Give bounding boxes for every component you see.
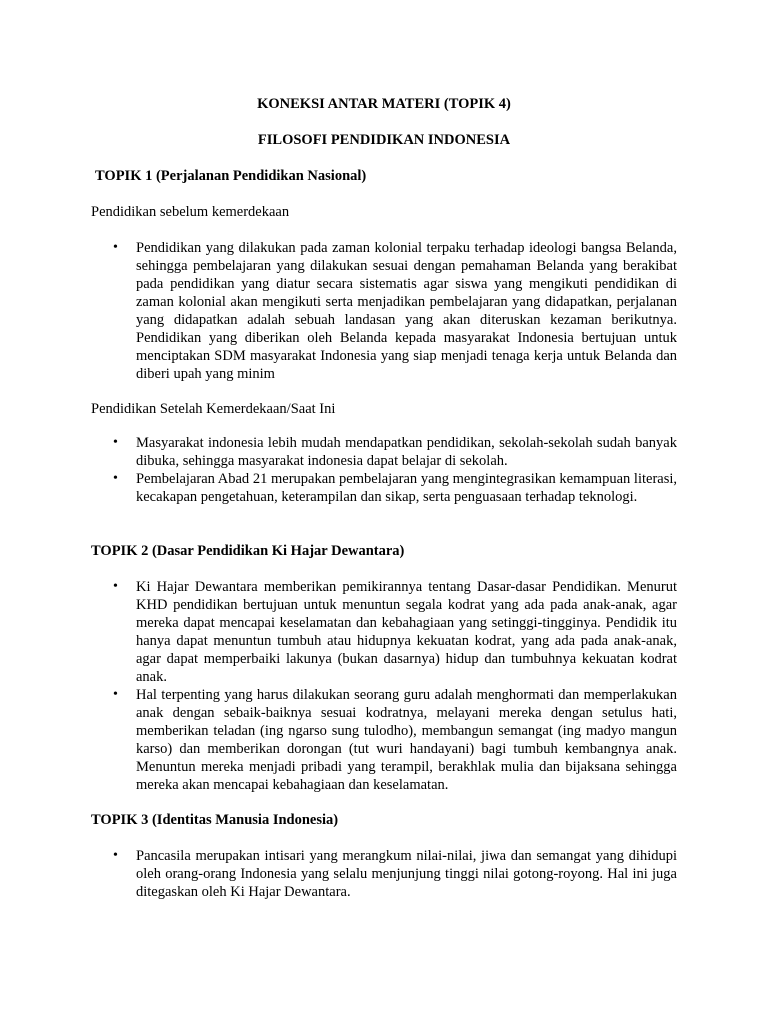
topik-3-heading: TOPIK 3 (Identitas Manusia Indonesia): [91, 812, 339, 828]
bullet-icon: •: [113, 240, 118, 255]
document-subtitle: FILOSOFI PENDIDIKAN INDONESIA: [257, 132, 511, 148]
topik-1-subheading-before: Pendidikan sebelum kemerdekaan: [91, 204, 290, 220]
list-item: • Ki Hajar Dewantara memberikan pemikirannya tentang Dasar-dasar Pendidikan. Menurut KHD pendidikan bertujuan untuk menuntun segala kodrat yang ada pada anak-anak, agar mereka dapat mencapai keselamatan dan kebahagiaan yang setinggi-tingginya. Pendidik itu hanya dapat menuntun tumbuh atau hidupnya kekuatan kodrat, yang ada pada anak-anak, agar dapat memperbaiki lakunya (bukan dasarnya) hidup dan tumbuhnya kekuatan kodrat anak.: [113, 579, 677, 685]
list-item: • Masyarakat indonesia lebih mudah mendapatkan pendidikan, sekolah-sekolah sudah banyak dibuka, sehingga masyarakat indonesia dapat belajar di sekolah.: [113, 435, 677, 469]
bullet-icon: •: [113, 435, 118, 450]
topik-1-heading: TOPIK 1 (Perjalanan Pendidikan Nasional): [95, 168, 367, 184]
list-item: • Pendidikan yang dilakukan pada zaman kolonial terpaku terhadap ideologi bangsa Belanda, sehingga pembelajaran yang dilakukan sesuai dengan pemahaman Belanda yang berakibat pada pendidikan yang diatur secara sistematis agar siswa yang mengikuti pendidikan di zaman kolonial akan mengikuti serta menjadikan pembelajaran yang didapatkan, perjalanan yang didapatkan adalah sebuah landasan yang akan diteruskan kezaman berikutnya. Pendidikan yang diberikan oleh Belanda kepada masyarakat Indonesia bertujuan untuk menciptakan SDM masyarakat Indonesia yang siap menjadi tenaga kerja untuk Belanda dan diberi upah yang minim: [113, 240, 677, 382]
bullet-icon: •: [113, 687, 118, 702]
list-item: • Hal terpenting yang harus dilakukan seorang guru adalah menghormati dan memperlakukan anak dengan sebaik-baiknya sesuai kodratnya, melayani mereka dengan setulus hati, memberikan teladan (ing ngarso sung tulodho), membangun semangat (ing madyo mangun karso) dan memberikan dorongan (tut wuri handayani) bagi tumbuh kembangnya anak. Menuntun mereka menjadi pribadi yang terampil, berakhlak mulia dan bijaksana sehingga mereka akan mencapai kebahagiaan dan keselamatan.: [113, 687, 677, 793]
topik-2-list: [91, 578, 677, 794]
bullet-icon: •: [113, 848, 118, 863]
topik-3-list: [91, 847, 677, 901]
topik-2-heading: TOPIK 2 (Dasar Pendidikan Ki Hajar Dewantara): [91, 543, 405, 559]
topik-1-after-list: [91, 434, 677, 506]
document-title: KONEKSI ANTAR MATERI (TOPIK 4): [257, 96, 511, 112]
topik-1-before-list: [91, 239, 677, 383]
list-item: • Pembelajaran Abad 21 merupakan pembelajaran yang mengintegrasikan kemampuan literasi, kecakapan pengetahuan, keterampilan dan sikap, serta penguasaan terhadap teknologi.: [113, 471, 677, 505]
list-item: • Pancasila merupakan intisari yang merangkum nilai-nilai, jiwa dan semangat yang dihidupi oleh orang-orang Indonesia yang selalu menjunjung tinggi nilai gotong-royong. Hal ini juga ditegaskan oleh Ki Hajar Dewantara.: [113, 848, 677, 900]
bullet-icon: •: [113, 471, 118, 486]
bullet-icon: •: [113, 579, 118, 594]
topik-1-subheading-after: Pendidikan Setelah Kemerdekaan/Saat Ini: [91, 401, 336, 417]
